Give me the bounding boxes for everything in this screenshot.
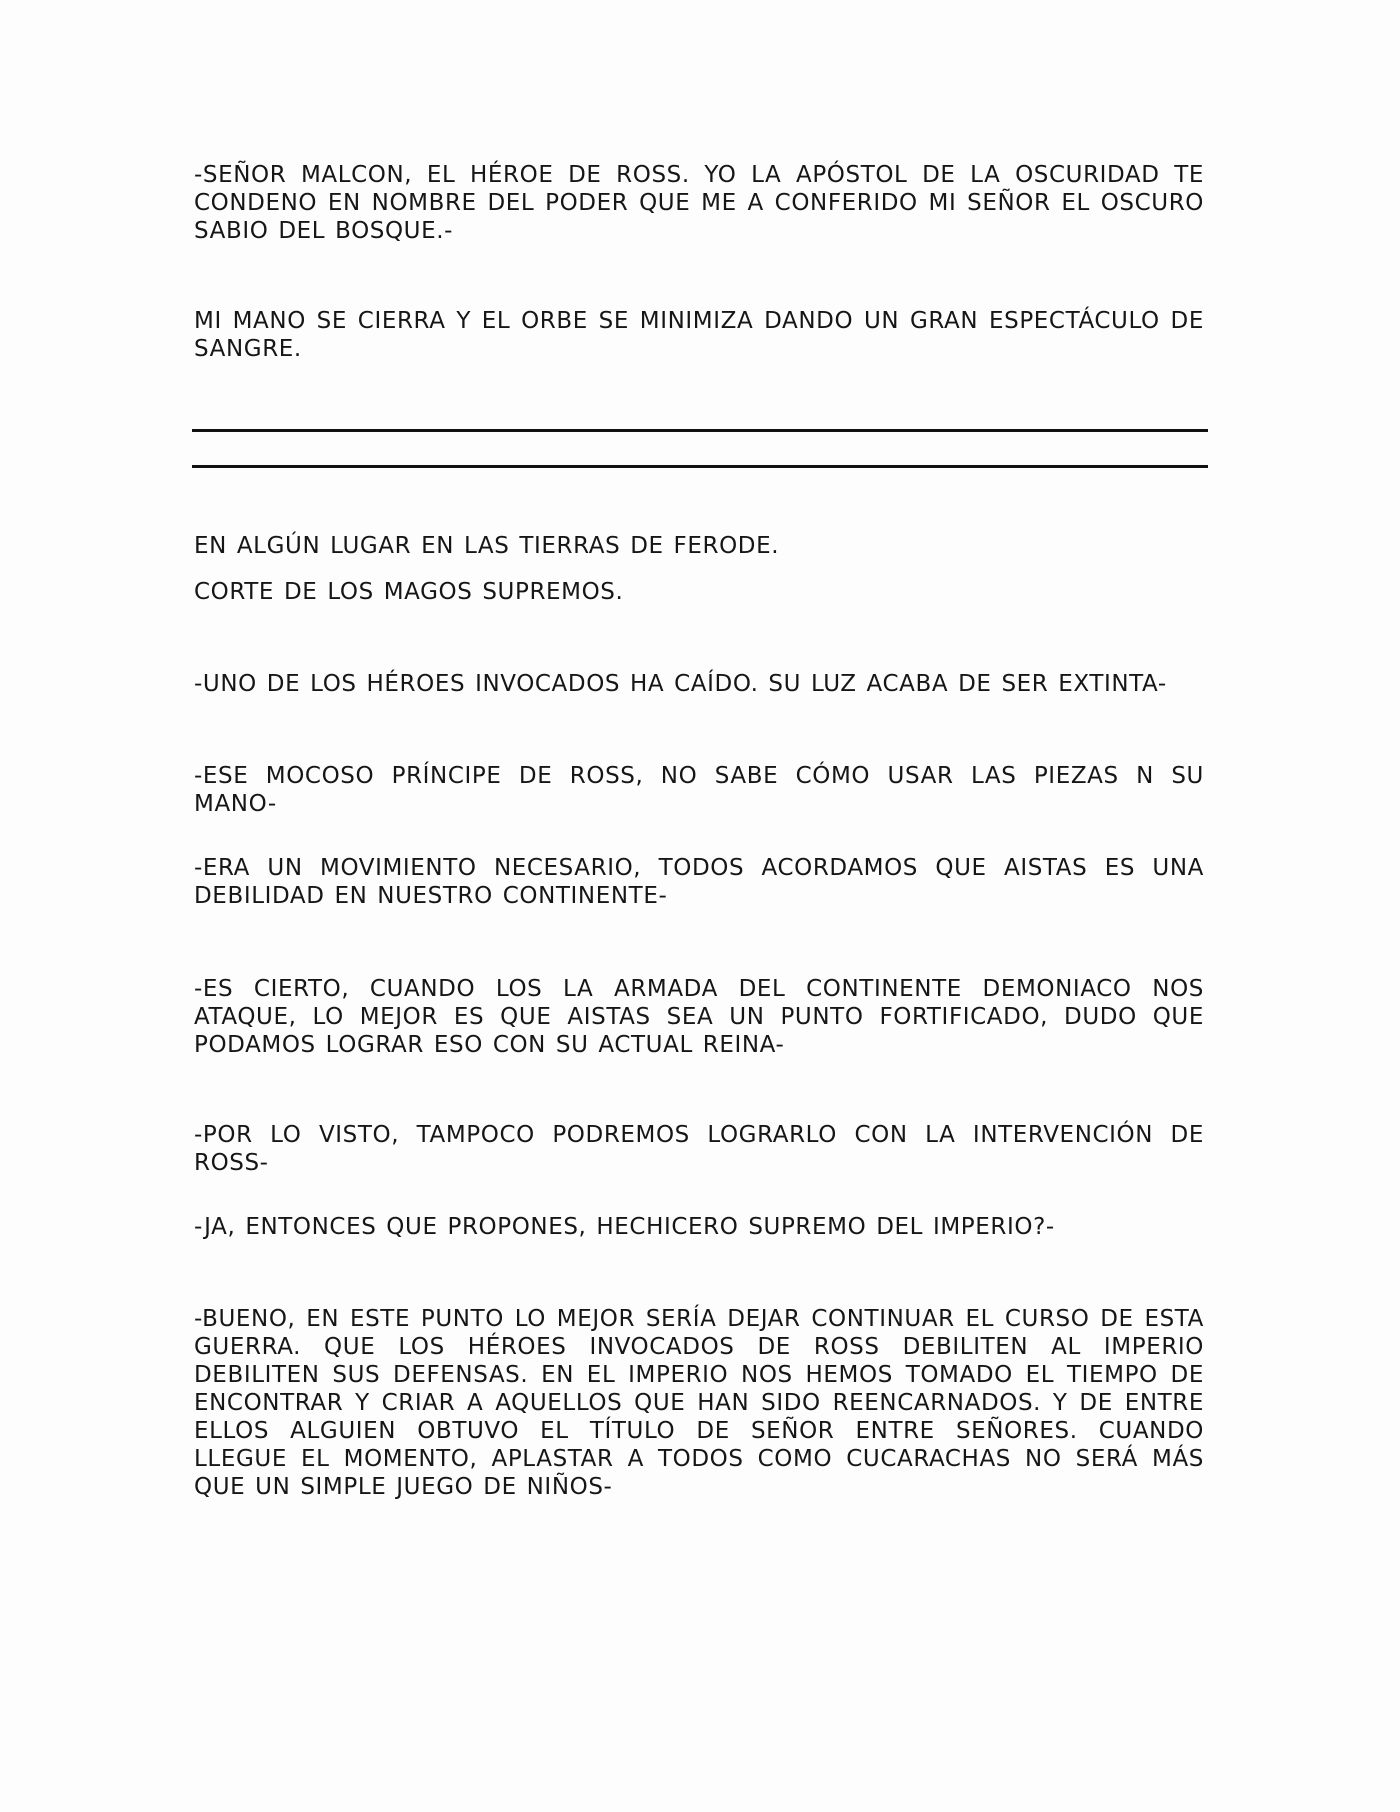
paragraph-movimiento-necesario: -ERA UN MOVIMIENTO NECESARIO, TODOS ACORDAMOS QUE AISTAS ES UNA DEBILIDAD EN NUESTRO CONTINENTE- xyxy=(194,855,1204,909)
paragraph-hechicero-supremo: -JA, ENTONCES QUE PROPONES, HECHICERO SUPREMO DEL IMPERIO?- xyxy=(194,1214,1055,1240)
paragraph-orbe-sangre: MI MANO SE CIERRA Y EL ORBE SE MINIMIZA DANDO UN GRAN ESPECTÁCULO DE SANGRE. xyxy=(194,308,1204,362)
paragraph-armada-demoniaca: -ES CIERTO, CUANDO LOS LA ARMADA DEL CONTINENTE DEMONIACO NOS ATAQUE, LO MEJOR ES QUE AISTAS SEA UN PUNTO FORTIFICADO, DUDO QUE PODAMOS LOGRAR ESO CON SU ACTUAL REINA- xyxy=(194,976,1204,1058)
paragraph-heroe-caido: -UNO DE LOS HÉROES INVOCADOS HA CAÍDO. SU LUZ ACABA DE SER EXTINTA- xyxy=(194,671,1167,697)
scene-divider-bottom xyxy=(192,465,1208,468)
paragraph-apostol-condena: -SEÑOR MALCON, EL HÉROE DE ROSS. YO LA APÓSTOL DE LA OSCURIDAD TE CONDENO EN NOMBRE DEL PODER QUE ME A CONFERIDO MI SEÑOR EL OSCURO SABIO DEL BOSQUE.- xyxy=(194,162,1204,244)
paragraph-lugar: EN ALGÚN LUGAR EN LAS TIERRAS DE FERODE. xyxy=(194,533,780,559)
paragraph-corte: CORTE DE LOS MAGOS SUPREMOS. xyxy=(194,579,624,605)
scene-divider-top xyxy=(192,429,1208,432)
paragraph-intervencion-ross: -POR LO VISTO, TAMPOCO PODREMOS LOGRARLO CON LA INTERVENCIÓN DE ROSS- xyxy=(194,1122,1204,1176)
paragraph-plan-imperio: -BUENO, EN ESTE PUNTO LO MEJOR SERÍA DEJAR CONTINUAR EL CURSO DE ESTA GUERRA. QUE LOS HÉROES INVOCADOS DE ROSS DEBILITEN AL IMPERIO DEBILITEN SUS DEFENSAS. EN EL IMPERIO NOS HEMOS TOMADO EL TIEMPO DE ENCONTRAR Y CRIAR A AQUELLOS QUE HAN SIDO REENCARNADOS. Y DE ENTRE ELLOS ALGUIEN OBTUVO EL TÍTULO DE SEÑOR ENTRE SEÑORES. CUANDO LLEGUE EL MOMENTO, APLASTAR A TODOS COMO CUCARACHAS NO SERÁ MÁS QUE UN SIMPLE JUEGO DE NIÑOS- xyxy=(194,1306,1204,1500)
paragraph-principe-ross: -ESE MOCOSO PRÍNCIPE DE ROSS, NO SABE CÓMO USAR LAS PIEZAS N SU MANO- xyxy=(194,763,1204,817)
